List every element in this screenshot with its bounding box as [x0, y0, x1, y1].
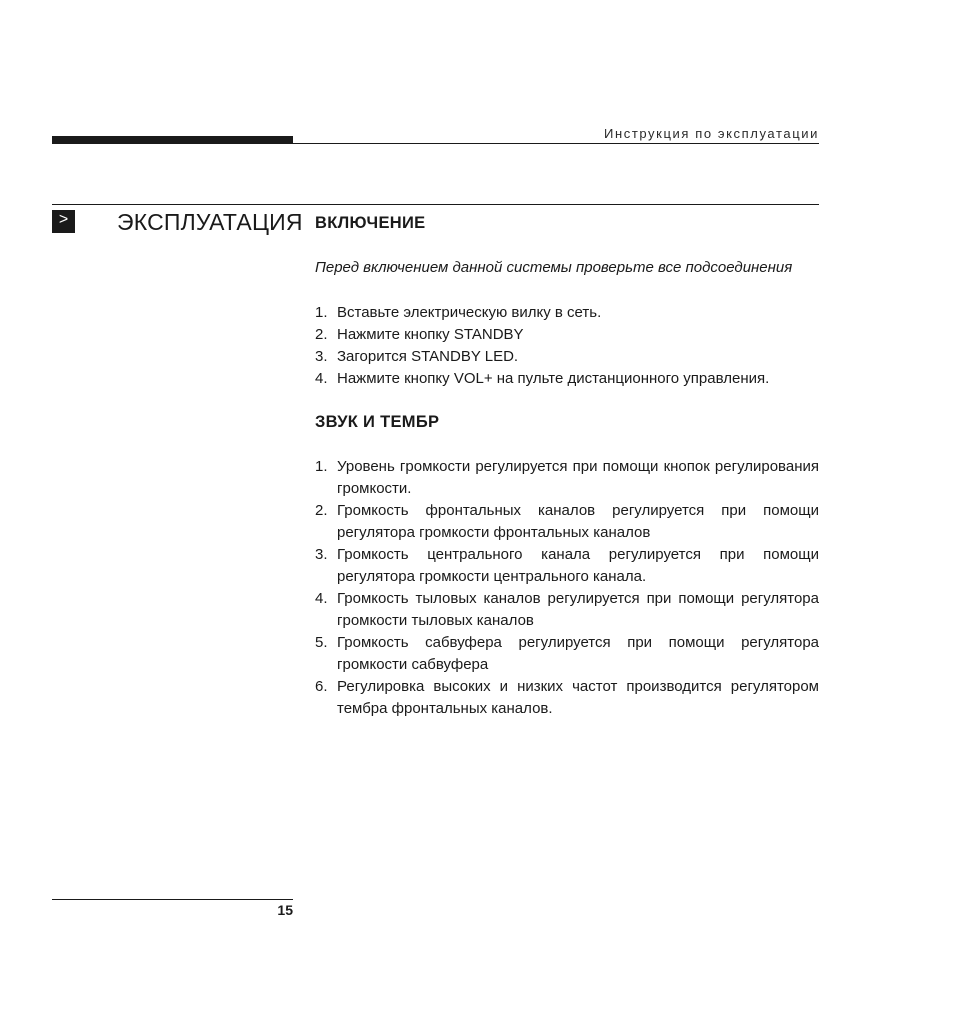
item-number: 1. — [315, 458, 328, 475]
intro-note: Перед включением данной системы проверьте все подсоединения — [315, 259, 793, 276]
list-item — [315, 368, 819, 390]
item-text: Нажмите кнопку STANDBY — [337, 326, 524, 343]
footer-rule — [52, 899, 293, 900]
list-item — [315, 302, 819, 324]
item-text: Громкость центрального канала регулируется при помощи регулятора громкости центрального канала. — [337, 546, 819, 585]
item-number: 3. — [315, 546, 328, 563]
item-text: Громкость фронтальных каналов регулируется при помощи регулятора громкости фронтальных каналов — [337, 502, 819, 541]
item-number: 5. — [315, 634, 328, 651]
running-header: Инструкция по эксплуатации — [604, 126, 819, 141]
list-item — [315, 324, 819, 346]
list-item — [315, 676, 819, 720]
list-item — [315, 544, 819, 588]
item-number: 6. — [315, 678, 328, 695]
list-item — [315, 500, 819, 544]
power-on-steps — [315, 302, 819, 390]
item-text: Громкость тыловых каналов регулируется при помощи регулятора громкости тыловых каналов — [337, 590, 819, 629]
heading-sound: ЗВУК И ТЕМБР — [315, 413, 440, 431]
item-text: Регулировка высоких и низких частот производится регулятором тембра фронтальных каналов. — [337, 678, 819, 717]
sound-steps — [315, 456, 819, 720]
list-item — [315, 588, 819, 632]
list-item — [315, 346, 819, 368]
item-text: Громкость сабвуфера регулируется при помощи регулятора громкости сабвуфера — [337, 634, 819, 673]
item-number: 4. — [315, 370, 328, 387]
chevron-right-icon: > — [52, 210, 75, 233]
item-number: 4. — [315, 590, 328, 607]
item-number: 2. — [315, 502, 328, 519]
item-text: Уровень громкости регулируется при помощи кнопок регулирования громкости. — [337, 458, 819, 497]
heading-power-on: ВКЛЮЧЕНИЕ — [315, 214, 426, 232]
item-number: 2. — [315, 326, 328, 343]
section-rule — [52, 204, 819, 205]
page-number: 15 — [277, 902, 293, 918]
section-label: ЭКСПЛУАТАЦИЯ — [117, 209, 303, 235]
item-number: 3. — [315, 348, 328, 365]
list-item — [315, 632, 819, 676]
item-text: Нажмите кнопку VOL+ на пульте дистанционного управления. — [337, 370, 770, 387]
item-text: Вставьте электрическую вилку в сеть. — [337, 304, 602, 321]
item-number: 1. — [315, 304, 328, 321]
header-rule-thin — [293, 143, 819, 144]
list-item — [315, 456, 819, 500]
header-rule-thick — [52, 136, 293, 144]
item-text: Загорится STANDBY LED. — [337, 348, 519, 365]
